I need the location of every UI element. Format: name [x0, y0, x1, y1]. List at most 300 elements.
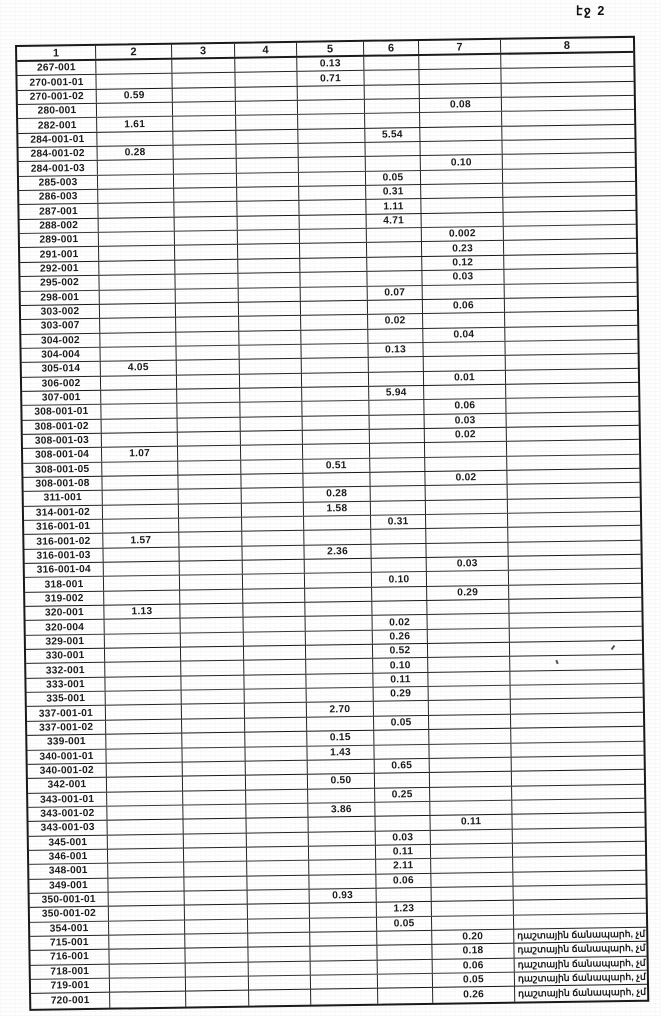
value-cell: 0.05 [366, 171, 421, 185]
value-cell [308, 817, 375, 831]
code-cell: 316-001-02 [24, 534, 103, 549]
note-cell [510, 627, 642, 642]
value-cell [177, 389, 240, 403]
value-cell [430, 786, 512, 801]
value-cell [305, 602, 372, 616]
note-cell [511, 727, 643, 742]
note-cell [507, 469, 639, 484]
value-cell: 0.05 [433, 973, 515, 988]
value-cell [173, 116, 236, 130]
value-cell [107, 805, 183, 819]
code-cell: 349-001 [29, 878, 108, 893]
value-cell [419, 55, 501, 70]
code-cell: 354-001 [30, 921, 109, 936]
note-cell [505, 325, 637, 340]
value-cell [102, 433, 178, 447]
value-cell [302, 387, 369, 401]
value-cell [430, 801, 512, 816]
value-cell [243, 574, 305, 588]
value-cell [182, 704, 245, 718]
value-cell [426, 528, 508, 543]
value-cell [177, 403, 240, 417]
value-cell [367, 271, 422, 285]
code-cell: 343-001-02 [28, 807, 107, 822]
value-cell [175, 274, 238, 288]
value-cell [101, 375, 177, 389]
code-cell: 285-003 [19, 176, 98, 191]
code-cell: 320-001 [25, 606, 104, 621]
value-cell [104, 576, 180, 590]
value-cell [238, 230, 300, 244]
value-cell [183, 790, 246, 804]
column-header-cell: 2 [96, 45, 172, 59]
code-cell: 308-001-03 [23, 434, 102, 449]
value-cell [309, 874, 376, 888]
value-cell [366, 156, 421, 170]
value-cell: 5.54 [365, 128, 420, 142]
value-cell [185, 905, 248, 919]
value-cell [240, 359, 302, 373]
value-cell [175, 260, 238, 274]
value-cell: 0.13 [297, 57, 364, 71]
note-cell [511, 713, 643, 728]
code-cell: 307-001 [22, 391, 101, 406]
value-cell: 0.11 [376, 845, 431, 859]
value-cell [245, 718, 307, 732]
note-cell [501, 53, 633, 68]
value-cell [186, 991, 249, 1006]
value-cell [420, 141, 502, 156]
note-cell [513, 856, 645, 871]
value-cell [305, 573, 372, 587]
value-cell [300, 243, 367, 257]
value-cell: 0.01 [424, 370, 506, 385]
value-cell [308, 760, 375, 774]
code-cell: 348-001 [29, 864, 108, 879]
value-cell: 0.93 [310, 889, 377, 903]
value-cell [421, 184, 503, 199]
note-cell [509, 612, 641, 627]
value-cell [298, 86, 365, 100]
code-cell: 316-001-03 [24, 548, 103, 563]
code-cell: 308-001-01 [22, 405, 101, 420]
value-cell [105, 648, 181, 662]
code-cell: 270-001-02 [18, 89, 97, 104]
value-cell [247, 875, 309, 889]
value-cell [244, 646, 306, 660]
code-cell: 316-001-04 [25, 563, 104, 578]
value-cell [299, 186, 366, 200]
value-cell [242, 545, 304, 559]
code-cell: 330-001 [26, 649, 105, 664]
value-cell [309, 860, 376, 874]
value-cell [241, 416, 303, 430]
value-cell [100, 303, 176, 317]
value-cell: 0.15 [307, 731, 374, 745]
value-cell [237, 144, 299, 158]
value-cell [102, 418, 178, 432]
value-cell [236, 86, 298, 100]
value-cell [425, 442, 507, 457]
code-cell: 318-001 [25, 577, 104, 592]
code-cell: 342-001 [28, 778, 107, 793]
note-cell [511, 741, 643, 756]
value-cell [107, 777, 183, 791]
value-cell [428, 657, 510, 672]
value-cell: 0.10 [372, 572, 427, 586]
note-cell [502, 82, 634, 97]
value-cell [371, 544, 426, 558]
value-cell [186, 962, 249, 976]
value-cell [181, 675, 244, 689]
value-cell [242, 502, 304, 516]
value-cell [109, 949, 185, 963]
code-cell: 308-001-05 [23, 462, 102, 477]
value-cell [101, 390, 177, 404]
value-cell [426, 485, 508, 500]
code-cell: 335-001 [27, 692, 106, 707]
value-cell [186, 977, 249, 991]
code-cell: 311-001 [24, 491, 103, 506]
value-cell [240, 402, 302, 416]
value-cell: 0.06 [433, 958, 515, 973]
column-header-cell: 5 [297, 42, 364, 56]
value-cell [105, 676, 181, 690]
note-cell [504, 268, 636, 283]
value-cell [244, 660, 306, 674]
value-cell [367, 257, 422, 271]
code-cell: 284-001-01 [18, 133, 97, 148]
value-cell: 0.002 [422, 227, 504, 242]
note-cell [514, 885, 646, 900]
value-cell [180, 604, 243, 618]
value-cell [427, 571, 509, 586]
value-cell [377, 945, 432, 959]
value-cell [303, 444, 370, 458]
value-cell [432, 887, 514, 902]
value-cell: 2.11 [376, 859, 431, 873]
value-cell [179, 489, 242, 503]
code-cell: 340-001-01 [27, 749, 106, 764]
value-cell [107, 791, 183, 805]
value-cell [96, 60, 172, 74]
value-cell [378, 960, 433, 974]
note-cell [510, 641, 642, 656]
value-cell [179, 532, 242, 546]
code-cell: 295-002 [20, 276, 99, 291]
value-cell: 0.52 [373, 644, 428, 658]
note-cell [506, 368, 638, 383]
value-cell: 0.59 [97, 88, 173, 102]
code-cell: 337-001-01 [27, 706, 106, 721]
code-cell: 337-001-02 [27, 721, 106, 736]
value-cell [249, 976, 311, 990]
column-header-cell: 3 [172, 44, 235, 58]
code-cell: 329-001 [26, 634, 105, 649]
value-cell [105, 633, 181, 647]
value-cell [311, 989, 378, 1004]
value-cell [178, 475, 241, 489]
value-cell [175, 245, 238, 259]
value-cell: 0.12 [422, 256, 504, 271]
value-cell: 0.31 [371, 515, 426, 529]
note-cell [509, 569, 641, 584]
value-cell [420, 112, 502, 127]
value-cell [172, 59, 235, 73]
value-cell: 4.05 [101, 361, 177, 375]
code-cell: 286-003 [19, 190, 98, 205]
value-cell [244, 632, 306, 646]
value-cell [424, 356, 506, 371]
value-cell: 0.28 [304, 487, 371, 501]
value-cell: 0.65 [375, 759, 430, 773]
value-cell: 0.28 [98, 146, 174, 160]
value-cell [300, 215, 367, 229]
value-cell: 1.57 [103, 533, 179, 547]
value-cell [306, 645, 373, 659]
note-cell: դաշտային ճանապարհ, չմ [517, 928, 646, 941]
value-cell [372, 601, 427, 615]
code-cell: 343-001-01 [28, 792, 107, 807]
value-cell [369, 400, 424, 414]
value-cell [96, 74, 172, 88]
note-cell [511, 684, 643, 699]
value-cell: 5.94 [369, 386, 424, 400]
value-cell [179, 518, 242, 532]
value-cell [420, 83, 502, 98]
value-cell: 1.13 [104, 605, 180, 619]
value-cell [184, 833, 247, 847]
value-cell [423, 284, 505, 299]
value-cell [311, 975, 378, 989]
value-cell: 0.18 [432, 944, 514, 959]
value-cell [237, 187, 299, 201]
value-cell [248, 947, 310, 961]
value-cell [304, 530, 371, 544]
value-cell: 4.71 [367, 214, 422, 228]
value-cell [97, 131, 173, 145]
value-cell [370, 415, 425, 429]
note-cell [506, 354, 638, 369]
value-cell [301, 315, 368, 329]
value-cell [173, 130, 236, 144]
value-cell: 0.11 [373, 673, 428, 687]
note-cell [507, 426, 639, 441]
value-cell [239, 330, 301, 344]
note-cell [502, 110, 634, 125]
code-cell: 308-001-02 [23, 419, 102, 434]
value-cell [179, 503, 242, 517]
value-cell [241, 431, 303, 445]
note-cell [507, 411, 639, 426]
value-cell [367, 242, 422, 256]
note-cell [501, 67, 633, 82]
code-cell: 340-001-02 [28, 764, 107, 779]
value-cell [423, 342, 505, 357]
note-cell [505, 340, 637, 355]
code-cell: 716-001 [30, 950, 109, 965]
value-cell [109, 892, 185, 906]
value-cell [426, 514, 508, 529]
value-cell [102, 461, 178, 475]
value-cell [372, 558, 427, 572]
value-cell [299, 200, 366, 214]
value-cell [99, 246, 175, 260]
value-cell [369, 372, 424, 386]
value-cell [179, 546, 242, 560]
value-cell [100, 289, 176, 303]
value-cell [246, 775, 308, 789]
code-cell: 308-001-08 [23, 477, 102, 492]
value-cell [239, 287, 301, 301]
note-cell [509, 598, 641, 613]
value-cell [247, 861, 309, 875]
value-cell [374, 744, 429, 758]
value-cell [310, 917, 377, 931]
value-cell [183, 805, 246, 819]
value-cell [235, 58, 297, 72]
value-cell [303, 415, 370, 429]
value-cell [245, 746, 307, 760]
value-cell [432, 915, 514, 930]
value-cell [430, 772, 512, 787]
value-cell: 0.04 [423, 327, 505, 342]
value-cell [306, 616, 373, 630]
value-cell [431, 872, 513, 887]
value-cell [371, 486, 426, 500]
value-cell [98, 189, 174, 203]
value-cell [102, 476, 178, 490]
value-cell [309, 831, 376, 845]
value-cell: 0.23 [422, 241, 504, 256]
value-cell [99, 232, 175, 246]
value-cell [238, 259, 300, 273]
value-cell [246, 761, 308, 775]
value-cell [181, 632, 244, 646]
value-cell [110, 963, 186, 977]
value-cell [99, 260, 175, 274]
column-header-cell: 1 [17, 46, 96, 60]
code-cell: 345-001 [29, 835, 108, 850]
value-cell [374, 701, 429, 715]
code-cell: 720-001 [31, 993, 110, 1009]
value-cell [108, 848, 184, 862]
code-cell: 339-001 [27, 735, 106, 750]
value-cell [428, 643, 510, 658]
value-cell [178, 460, 241, 474]
value-cell [175, 216, 238, 230]
note-cell [507, 454, 639, 469]
value-cell [298, 129, 365, 143]
value-cell [176, 303, 239, 317]
value-cell: 1.58 [304, 501, 371, 515]
note-cell [510, 670, 642, 685]
value-cell [298, 100, 365, 114]
value-cell: 0.08 [420, 98, 502, 113]
value-cell [183, 762, 246, 776]
value-cell [110, 978, 186, 992]
value-cell [370, 443, 425, 457]
note-cell [503, 196, 635, 211]
value-cell [243, 603, 305, 617]
value-cell [103, 504, 179, 518]
value-cell: 2.36 [304, 544, 371, 558]
note-cell [506, 397, 638, 412]
value-cell [364, 70, 419, 84]
value-cell [371, 529, 426, 543]
note-cell [502, 96, 634, 111]
value-cell: 0.06 [423, 299, 505, 314]
code-cell: 284-001-03 [19, 161, 98, 176]
value-cell [106, 734, 182, 748]
value-cell: 0.29 [374, 687, 429, 701]
code-cell: 350-001-01 [30, 893, 109, 908]
value-cell [98, 160, 174, 174]
value-cell: 0.29 [427, 585, 509, 600]
value-cell [240, 373, 302, 387]
value-cell [239, 316, 301, 330]
code-cell: 303-002 [21, 305, 100, 320]
value-cell [108, 820, 184, 834]
page-number: էջ 2 [576, 4, 606, 18]
value-cell [242, 531, 304, 545]
value-cell [365, 142, 420, 156]
value-cell [300, 258, 367, 272]
value-cell [181, 647, 244, 661]
value-cell [248, 904, 310, 918]
note-cell [505, 311, 637, 326]
value-cell [307, 717, 374, 731]
note-cell [505, 297, 637, 312]
value-cell [248, 933, 310, 947]
note-cell [510, 655, 642, 670]
value-cell [375, 773, 430, 787]
value-cell: 0.51 [303, 458, 370, 472]
note-cell [504, 225, 636, 240]
value-cell [106, 705, 182, 719]
value-cell [429, 686, 511, 701]
value-cell [184, 876, 247, 890]
value-cell [185, 891, 248, 905]
code-cell: 346-001 [29, 850, 108, 865]
note-cell [503, 153, 635, 168]
value-cell [181, 618, 244, 632]
value-cell [107, 762, 183, 776]
value-cell [300, 272, 367, 286]
value-cell [184, 819, 247, 833]
value-cell [249, 990, 311, 1005]
value-cell [300, 229, 367, 243]
value-cell [104, 590, 180, 604]
value-cell [236, 130, 298, 144]
note-cell [502, 139, 634, 154]
note-cell [502, 125, 634, 140]
code-cell: 303-007 [21, 319, 100, 334]
value-cell: 0.10 [421, 155, 503, 170]
value-cell [247, 818, 309, 832]
code-cell: 304-002 [21, 333, 100, 348]
value-cell [309, 846, 376, 860]
value-cell [365, 85, 420, 99]
value-cell [431, 858, 513, 873]
value-cell: 0.26 [373, 630, 428, 644]
value-cell [175, 231, 238, 245]
value-cell [242, 488, 304, 502]
value-cell: 0.02 [425, 471, 507, 486]
value-cell [237, 173, 299, 187]
value-cell [305, 559, 372, 573]
value-cell [365, 99, 420, 113]
